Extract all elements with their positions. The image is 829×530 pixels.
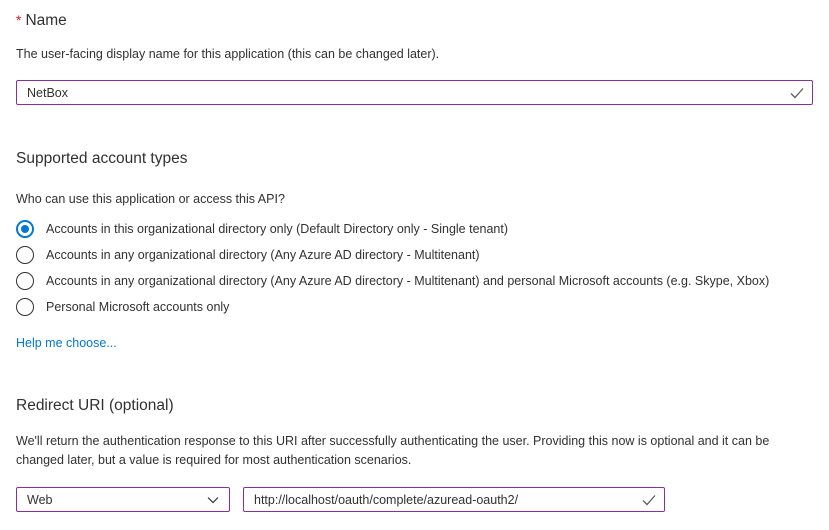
radio-button-icon[interactable] xyxy=(16,246,34,264)
checkmark-icon xyxy=(642,494,656,506)
radio-option-personal-only[interactable] xyxy=(16,294,813,320)
radio-button-icon[interactable] xyxy=(16,272,34,290)
platform-select-dropdown[interactable] xyxy=(16,487,230,512)
redirect-uri-title: Redirect URI (optional) xyxy=(16,397,174,414)
redirect-uri-input-box xyxy=(243,487,665,512)
platform-selected-value: Web xyxy=(27,492,53,507)
radio-label: Accounts in any organizational directory (Any Azure AD directory - Multitenant) and personal Microsoft accounts (e.g. Skype, Xbox) xyxy=(46,274,770,288)
account-types-radio-group xyxy=(16,216,813,320)
checkmark-icon xyxy=(790,87,804,99)
account-types-question: Who can use this application or access this API? xyxy=(16,192,285,206)
radio-button-icon[interactable] xyxy=(16,298,34,316)
name-input-box xyxy=(16,80,813,105)
radio-label: Accounts in any organizational directory (Any Azure AD directory - Multitenant) xyxy=(46,248,480,262)
radio-option-multitenant-personal[interactable] xyxy=(16,268,813,294)
chevron-down-icon xyxy=(207,496,219,504)
account-types-title: Supported account types xyxy=(16,150,188,167)
name-description: The user-facing display name for this application (this can be changed later). xyxy=(16,47,440,61)
radio-option-single-tenant[interactable] xyxy=(16,216,813,242)
radio-label: Personal Microsoft accounts only xyxy=(46,300,230,314)
required-asterisk: * xyxy=(16,12,22,28)
radio-button-selected-icon[interactable] xyxy=(16,220,34,238)
radio-label: Accounts in this organizational directory only (Default Directory only - Single tenant) xyxy=(46,222,509,236)
help-me-choose-link[interactable]: Help me choose... xyxy=(16,336,117,350)
name-section-title xyxy=(16,10,813,31)
radio-option-multitenant[interactable] xyxy=(16,242,813,268)
name-input[interactable] xyxy=(27,86,784,100)
redirect-uri-row xyxy=(16,487,813,512)
name-label: Name xyxy=(25,12,67,29)
redirect-uri-description: We'll return the authentication response to this URI after successfully authenticating the user. Providing this now is optional and it can be changed later, but a value is required for most authentication scenarios. xyxy=(16,434,770,467)
redirect-uri-input[interactable] xyxy=(254,493,636,507)
